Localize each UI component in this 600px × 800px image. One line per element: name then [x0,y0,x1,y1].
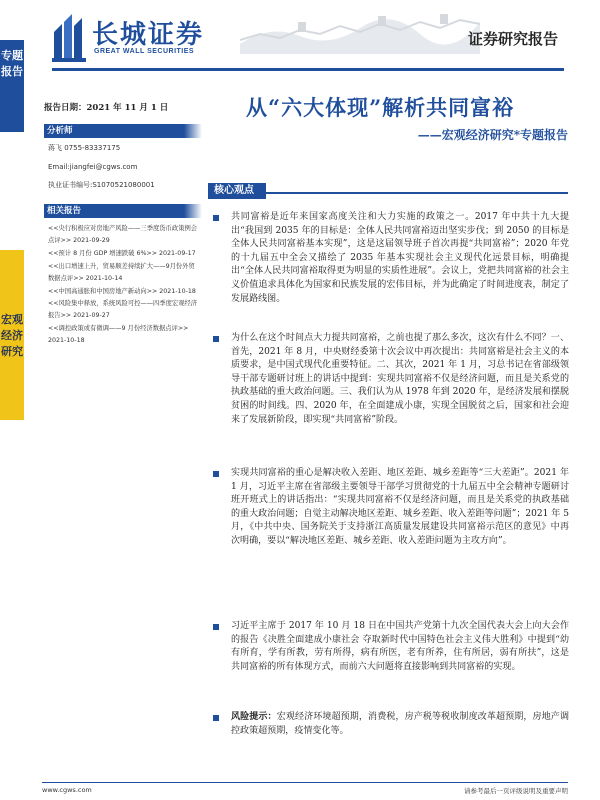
square-bullet-icon [213,471,219,477]
paragraph-text: 习近平主席于 2017 年 10 月 18 日在中国共产党第十九次全国代表大会上向大会作的报告《决胜全面建成小康社会 夺取新时代中国特色社会主义伟大胜利》中提到“幼有所育，学有所教，劳有所得，病有所医，老有所养，住有所居，弱有所扶”，这是共同富裕的所有体现方式，而前六大问题将直接影响到共同富裕的实现。 [231,621,569,672]
header-divider [52,68,564,71]
related-report-item[interactable]: <<出口增速上升，贸易顺差持续扩大——9月份外贸数据点评>> 2021-10-14 [48,262,195,282]
square-bullet-icon [213,624,219,630]
logo-chinese-name: 长城证券 [92,20,205,50]
great-wall-logo-icon [52,10,86,62]
report-title: 从“六大体现”解析共同富裕 [246,95,515,120]
great-wall-illustration [240,4,480,54]
related-report-item[interactable]: <<中国高通胀和中国房地产新动向>> 2021-10-18 [48,287,196,295]
risk-warning-text [231,711,569,738]
analyst-certificate: 执业证书编号:S1070521080001 [48,181,155,189]
page-header [0,0,600,72]
core-viewpoints-header [208,178,568,194]
square-bullet-icon [213,336,219,342]
related-reports-list [48,223,198,348]
company-logo [52,8,222,66]
footer-disclaimer-note: 请参考最后一页评级说明及重要声明 [464,787,568,795]
core-paragraph [213,332,569,427]
analyst-section-header: 分析师 [44,124,184,138]
footer-website[interactable]: www.cgws.com [42,786,92,794]
core-paragraph [213,620,569,674]
risk-warning-body: 宏观经济环境超预期，消费税，房产税等税收制度改革超预期，房地产调控政策超预期，疫情变化等。 [231,712,569,736]
footer-divider [42,782,568,783]
square-bullet-icon [213,215,219,221]
risk-warning [213,711,569,738]
related-report-item[interactable]: <<风险集中释放，系统风险可控——四季度宏观经济报告>> 2021-09-27 [48,300,198,320]
square-bullet-icon [213,715,219,721]
core-paragraph [213,211,569,306]
related-report-item[interactable]: <<央行积极应对房地产风险——三季度货币政策例会点评>> 2021-09-29 [48,225,198,245]
analyst-email[interactable]: Email:jiangfei@cgws.com [48,163,138,171]
related-report-item[interactable]: <<预计 8 月份 GDP 增速跌破 6%>> 2021-09-17 [48,249,196,257]
paragraph-text: 共同富裕是近年来国家高度关注和大力实施的政策之一。2017 年中共十九大提出“我国到 2035 年的目标是：全体人民共同富裕迈出坚实步伐；到 2050 的目标是全体人民共同富裕基本实现”，这是这届领导班子首次再提“共同富裕”；2020 年党的十九届五中全会又描绘了 2035 年基本实现社会主义现代化远景目标，明确提出“全体人民共同富裕取得更为明显的实质性进展”。会议上，党把共同富裕的社会主义价值追求具体化为国家和民族发展的宏伟目标，并为此确定了时间进度表，制定了发展路线图。 [231,212,569,304]
side-tab-topic-report: 专题报告 [0,40,24,132]
report-date: 报告日期：2021 年 11 月 1 日 [44,103,169,113]
paragraph-text: 实现共同富裕的重心是解决收入差距、地区差距、城乡差距等“三大差距”。2021 年 1 月，习近平主席在省部级主要领导干部学习贯彻党的十九届五中全会精神专题研讨班开班式上的讲话指出：“实现共同富裕不仅是经济问题，而且是关系党的执政基础的重大政治问题；自觉主动解决地区差距、城乡差距、收入差距等问题”；2021 年 5 月，《中共中央、国务院关于支持浙江高质量发展建设共同富裕示范区的意见》中再次明确，要以“解决地区差距、城乡差距、收入差距问题为主攻方向”。 [231,468,569,546]
report-subtitle: ——宏观经济研究*专题报告 [417,128,568,142]
report-type-label: 证券研究报告 [467,30,558,48]
related-reports-header: 相关报告 [44,204,184,218]
core-viewpoints-label: 核心观点 [208,183,266,199]
logo-english-name: GREAT WALL SECURITIES [94,48,195,55]
related-report-item[interactable]: <<调控政策或有微调——9 月份经济数据点评>> 2021-10-18 [48,325,189,345]
paragraph-text: 为什么在这个时间点大力提共同富裕，之前也提了那么多次，这次有什么不同？一、首先，2021 年 8 月，中央财经委第十次会议中再次提出：共同富裕是社会主义的本质要求，是中国式现代化重要特征。二、其次，2021 年 1 月，习总书记在省部级领导干部专题研讨班上的讲话中提到：实现共同富裕不仅是经济问题，而且是关系党的执政基础的重大政治问题。三、我们认为从 1978 年到 2020 年，是经济发展和摆脱贫困的时间线。四、2020 年，在全面建成小康，实现全国脱贫之后，国家和社会迎来了发展新阶段，即实现“共同富裕”阶段。 [231,333,570,425]
side-tab-macro-research: 宏观经济研究 [0,250,24,420]
risk-warning-label: 风险提示： [231,712,277,722]
analyst-name-phone: 蒋飞 0755-83337175 [48,144,121,152]
core-paragraph [213,467,569,549]
